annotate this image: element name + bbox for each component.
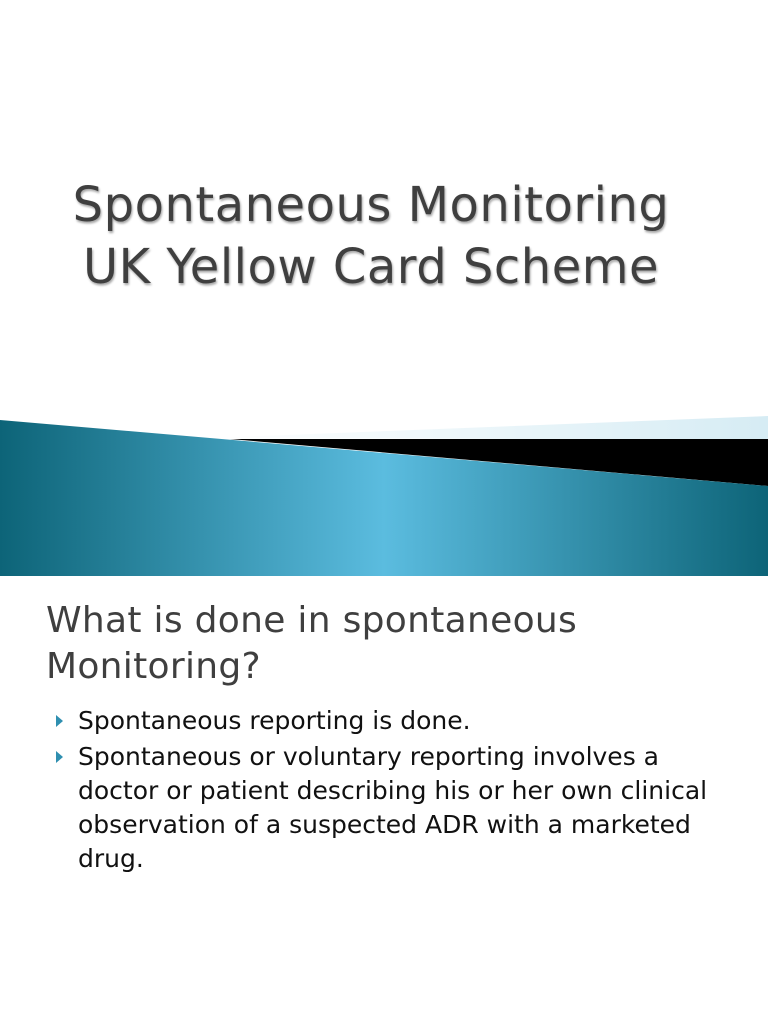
bullet-arrow-icon: [56, 751, 63, 763]
banner-pale-stripe: [210, 416, 768, 440]
title-line-2: UK Yellow Card Scheme: [82, 239, 660, 295]
slide-title-text: [0, 174, 742, 298]
title-line-1: Spontaneous Monitoring: [72, 177, 670, 233]
bullet-text: Spontaneous or voluntary reporting involves a doctor or patient describing his or her own clinical observation of a suspected ADR with a marketed drug.: [78, 742, 708, 873]
slide-heading: [46, 598, 746, 690]
bullet-text: Spontaneous reporting is done.: [78, 706, 471, 735]
slide-content: [0, 576, 768, 1024]
bullet-item: [0, 740, 768, 876]
bullet-arrow-icon: [56, 715, 63, 727]
heading-line-1: What is done in spontaneous: [46, 600, 578, 641]
heading-line-2: Monitoring?: [46, 646, 261, 687]
decorative-wave-banner: [0, 412, 768, 576]
bullet-list: [0, 704, 768, 878]
bullet-item: [0, 704, 768, 738]
